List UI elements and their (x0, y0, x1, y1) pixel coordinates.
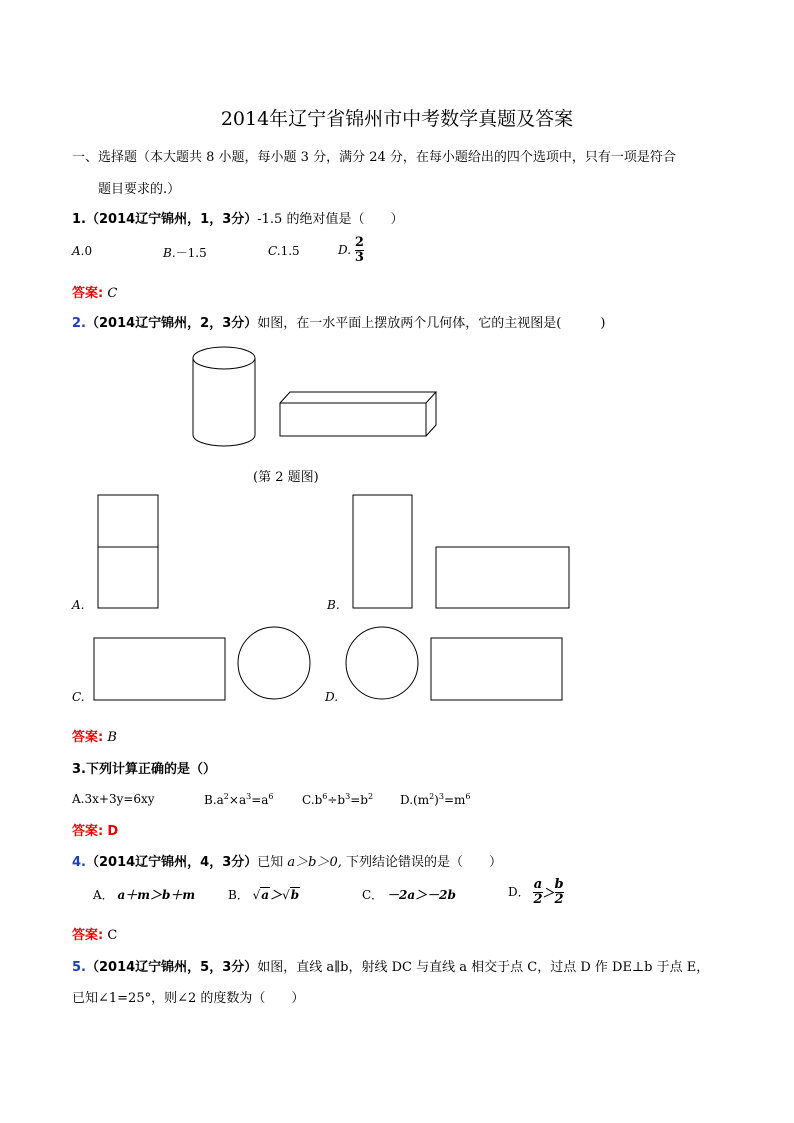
q2-option-a-figure (98, 495, 158, 608)
q2-option-d-label: D. (325, 690, 339, 704)
q2-option-c-figure (94, 627, 310, 700)
q2-answer: 答案: B (72, 730, 117, 745)
q4-option-d: D． $\frac{a}{2}$ ＞ $\frac{b}{2}$ (508, 877, 564, 907)
q4-option-a: A． a＋m＞b＋m (93, 888, 196, 902)
q1-option-d-fraction: $\frac{2}{3}$ (354, 235, 364, 265)
q1-text: -1.5 的绝对值是（ ） (257, 212, 404, 227)
q2-figure-caption: (第 2 题图) (253, 470, 319, 485)
q2-option-c-label: C. (72, 690, 85, 704)
q1-option-a: A.0 (72, 244, 93, 258)
q2-option-d-figure (346, 627, 562, 700)
cylinder-shape (193, 347, 255, 446)
q1-option-b: B.－1.5 (163, 246, 207, 260)
q2-source: （2014辽宁锦州，2，3分） (85, 316, 258, 331)
q4-answer: 答案: C (72, 928, 118, 943)
q1-number: 1. (72, 212, 86, 227)
q2-option-a-label: A. (72, 598, 85, 612)
cuboid-shape (280, 392, 436, 436)
q2-number: 2. (72, 316, 86, 331)
q1-source: （2014辽宁锦州，1，3分） (85, 212, 258, 227)
q3-option-a: A.3x+3y=6xy (72, 792, 155, 806)
q2-option-b-figure (353, 495, 569, 608)
section-header-line2: 题目要求的.） (98, 182, 181, 197)
q3-option-c: $C.b^6\div b^3=b^2$ (302, 792, 374, 807)
q3-answer: 答案: D (72, 824, 119, 839)
q3-option-b: $B.a^2\times a^3=a^6$ (204, 792, 274, 807)
question-5: 5.（2014辽宁锦州，5，3分）如图，直线 a∥b，射线 DC 与直线 a 相交于点 C，过点 D 作 DE⊥b 于点 E， (72, 960, 710, 975)
question-4: 4.（2014辽宁锦州，4，3分）已知 a＞b＞0, 下列结论错误的是（ ） (72, 855, 503, 870)
q5-number: 5. (72, 960, 86, 975)
q4-option-d-fraction-left: $\frac{a}{2}$ (533, 877, 543, 907)
q3-option-d: $D.(m^2)^3=m^6$ (400, 792, 471, 807)
question-5-line2: 已知∠1=25°，则∠2 的度数为（ ） (72, 991, 305, 1006)
q1-option-c: C.1.5 (268, 244, 300, 258)
q1-answer: 答案: C (72, 286, 118, 301)
q4-option-b: B． √a＞√b (228, 888, 300, 902)
q2-text: 如图，在一水平面上摆放两个几何体，它的主视图是( ) (257, 316, 606, 331)
q5-source: （2014辽宁锦州，5，3分） (85, 960, 258, 975)
q4-condition: a＞b＞0, (287, 855, 342, 870)
q1-option-d: D. $\frac{2}{3}$ (338, 235, 364, 265)
q4-source: （2014辽宁锦州，4，3分） (85, 855, 258, 870)
q4-option-d-fraction-right: $\frac{b}{2}$ (554, 877, 564, 907)
q2-option-b-label: B. (327, 598, 340, 612)
question-3: 3.下列计算正确的是（） (72, 762, 216, 777)
page-title: 2014年辽宁省锦州市中考数学真题及答案 (220, 108, 574, 130)
q4-number: 4. (72, 855, 86, 870)
q4-option-c: C． －2a＞－2b (362, 888, 456, 902)
section-header-line1: 一、选择题（本大题共 8 小题，每小题 3 分，满分 24 分，在每小题给出的四个选项中，只有一项是符合 (72, 150, 676, 165)
